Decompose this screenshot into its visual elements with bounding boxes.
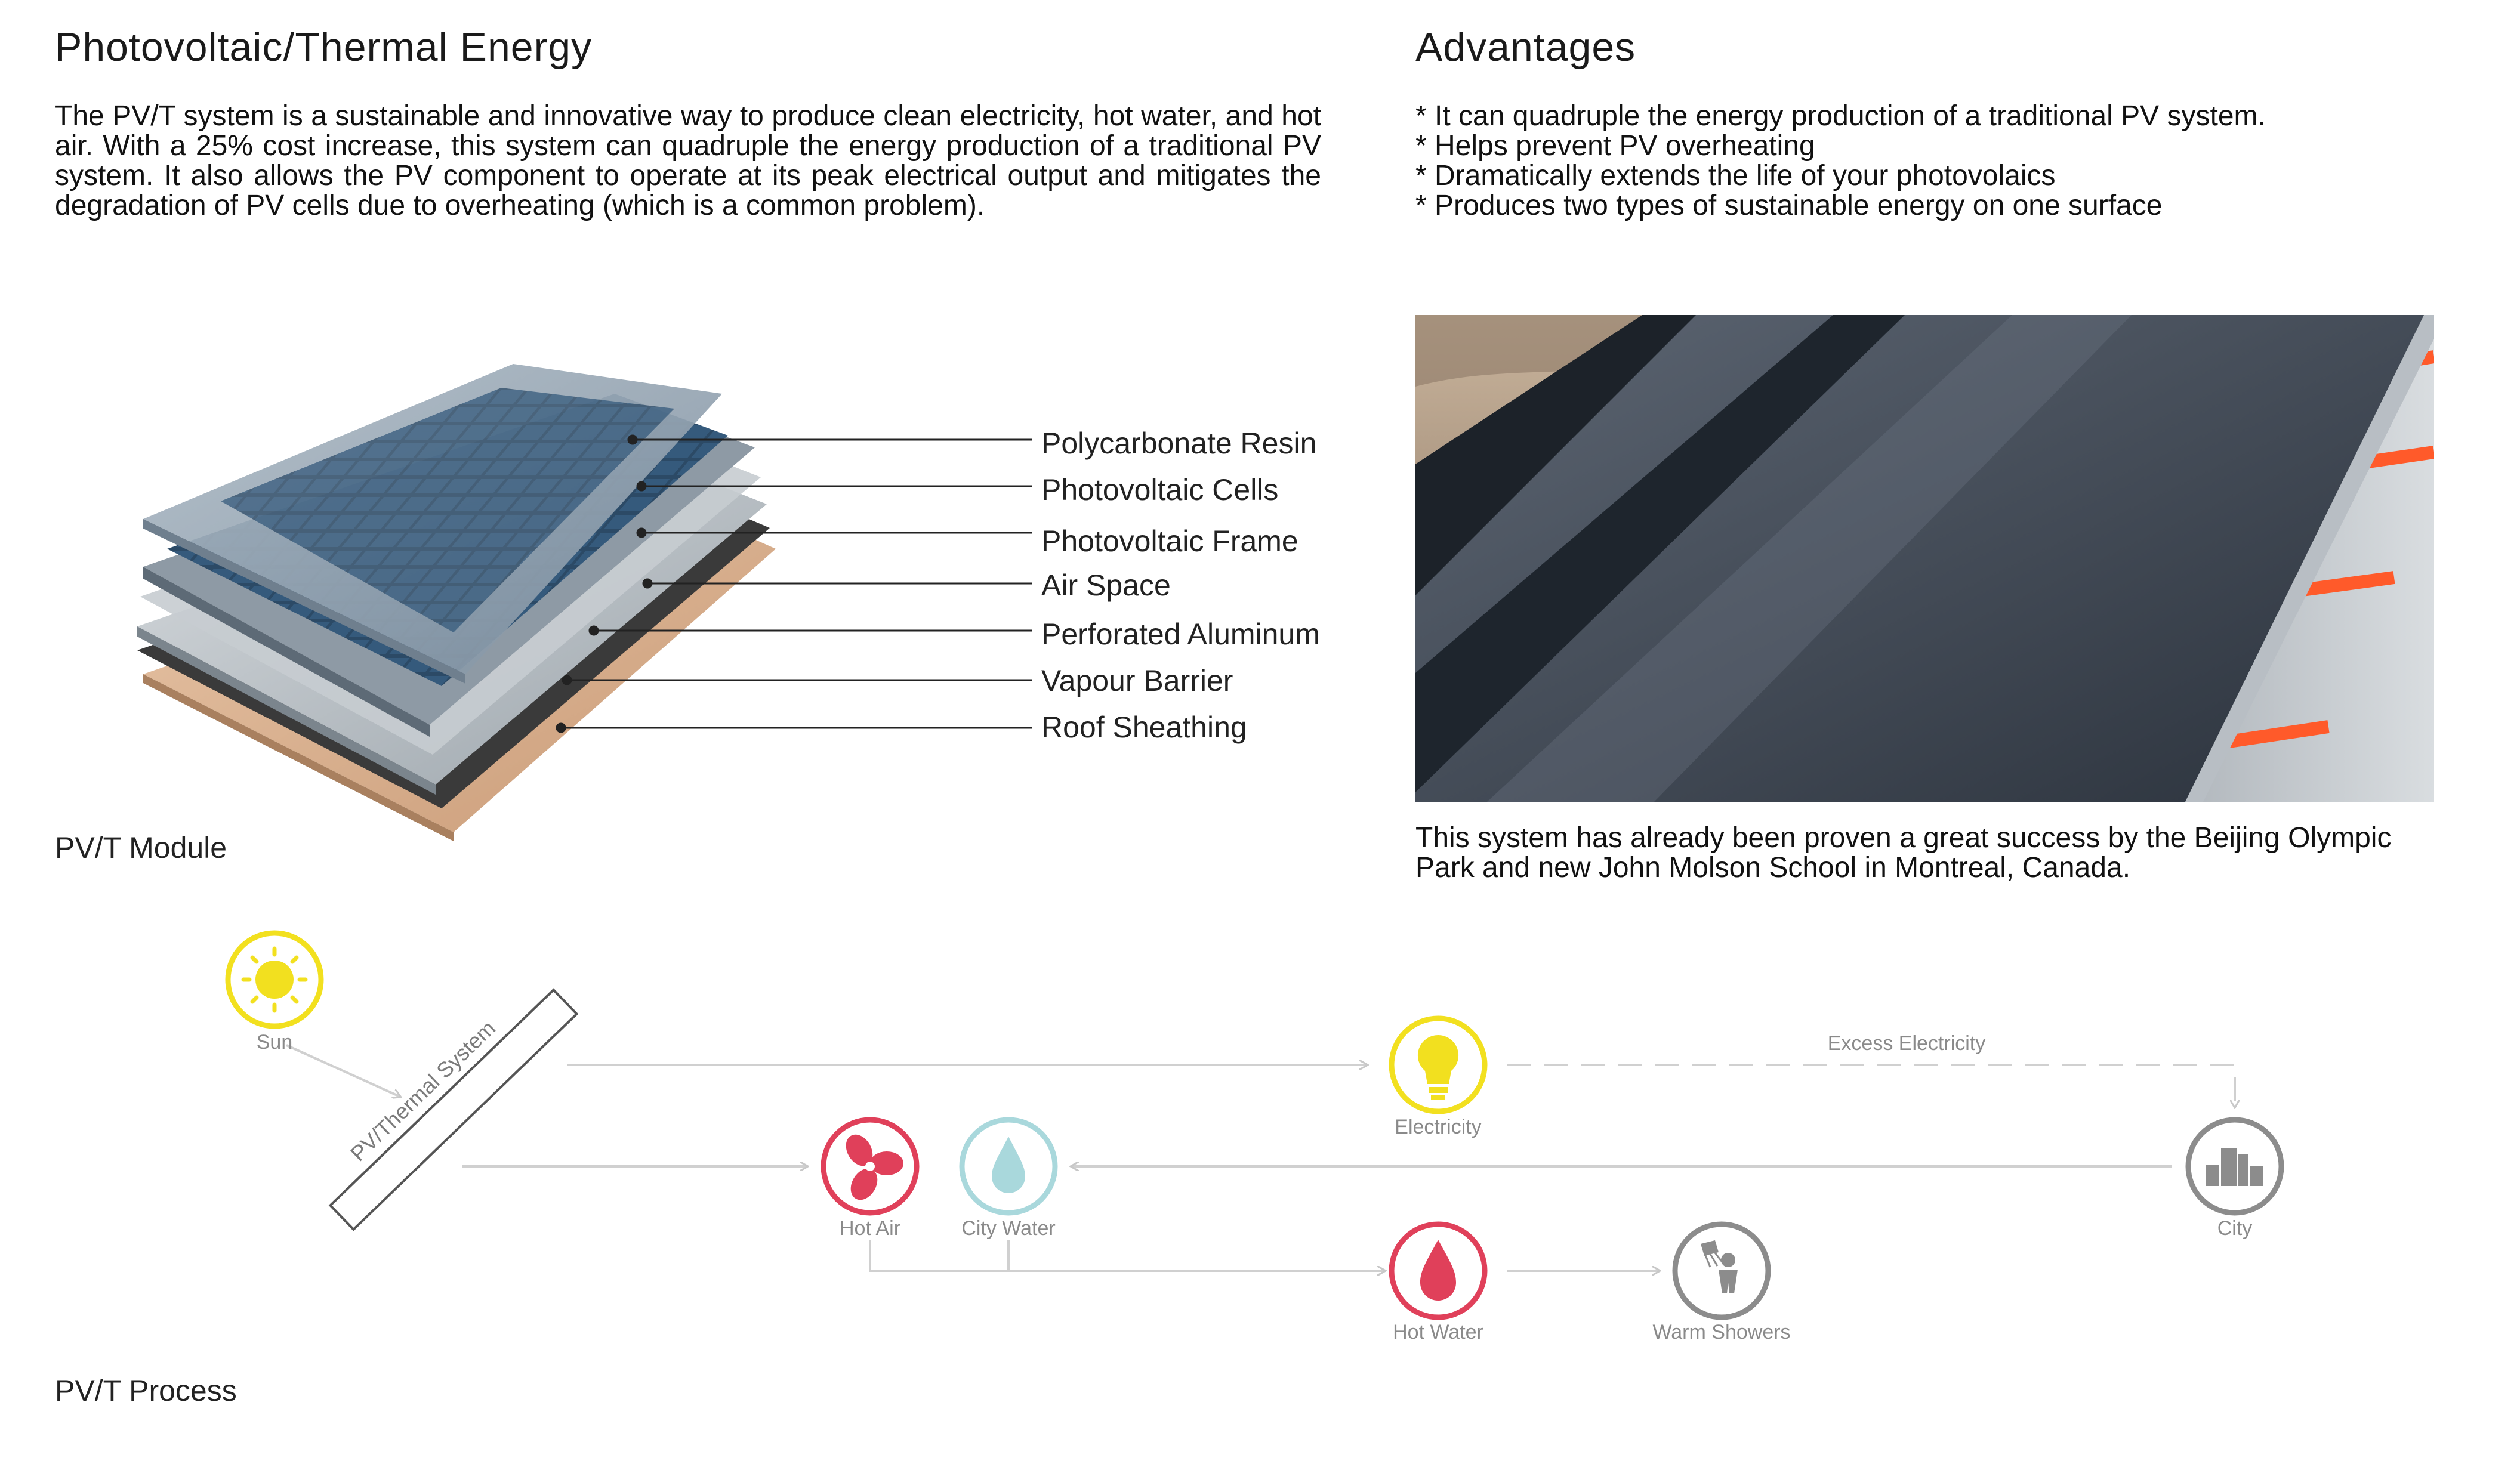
advantage-item: * Helps prevent PV overheating xyxy=(1415,131,2490,161)
sun-ray xyxy=(292,958,297,962)
city-node xyxy=(2188,1120,2281,1213)
process-caption: PV/T Process xyxy=(55,1374,237,1407)
leader-dot xyxy=(643,579,652,588)
hot-air-node xyxy=(823,1120,917,1213)
layer-label: Photovoltaic Cells xyxy=(1041,473,1279,507)
advantage-item: * Produces two types of sustainable energy on one surface xyxy=(1415,191,2490,221)
city-water-label: City Water xyxy=(961,1217,1056,1240)
warm-showers-label: Warm Showers xyxy=(1652,1321,1791,1344)
advantage-item: * It can quadruple the energy production of a traditional PV system. xyxy=(1415,101,2490,131)
advantages-list xyxy=(1415,101,2490,221)
page-title: Photovoltaic/Thermal Energy xyxy=(55,24,593,70)
fan-blade xyxy=(870,1151,903,1175)
building xyxy=(2238,1154,2248,1186)
leader-dot xyxy=(590,626,598,635)
sun-to-system-arrow xyxy=(286,1045,400,1097)
leader-dot xyxy=(557,724,565,732)
sun-ray xyxy=(292,998,297,1002)
sun-icon xyxy=(255,961,294,999)
photo-caption: This system has already been proven a great success by the Beijing Olympic Park and new John Molson School in Montreal, Canada. xyxy=(1415,822,2392,884)
fan-hub xyxy=(865,1162,875,1171)
layer-label: Polycarbonate Resin xyxy=(1041,427,1317,460)
pv-thermal-system-panel xyxy=(309,968,576,1230)
shower-person-head xyxy=(1721,1253,1735,1267)
hot-air-label: Hot Air xyxy=(839,1217,901,1240)
pv-system-label: PV/Thermal System xyxy=(346,1015,500,1166)
excess-electricity-connector xyxy=(1507,1065,2235,1107)
hot-water-node xyxy=(1392,1224,1485,1317)
warm-showers-node xyxy=(1675,1224,1768,1317)
layer-label: Perforated Aluminum xyxy=(1041,617,1320,651)
layer-leader-lines xyxy=(0,0,1074,776)
hot-air-to-hot-water-connector xyxy=(870,1240,1384,1271)
city-water-node xyxy=(962,1120,1055,1213)
advantage-item: * Dramatically extends the life of your photovolaics xyxy=(1415,161,2490,191)
layer-label: Photovoltaic Frame xyxy=(1041,524,1298,558)
pv-system-rect xyxy=(331,990,577,1230)
layer-label: Vapour Barrier xyxy=(1041,664,1233,697)
building xyxy=(2206,1165,2219,1186)
sun-ray xyxy=(252,998,257,1002)
leader-dot xyxy=(563,676,571,684)
hot-water-label: Hot Water xyxy=(1393,1321,1483,1344)
sun-node xyxy=(228,933,321,1026)
advantages-title: Advantages xyxy=(1415,24,1636,70)
electricity-node xyxy=(1392,1018,1485,1111)
layer-label: Roof Sheathing xyxy=(1041,711,1247,744)
pvt-process-diagram xyxy=(0,919,2520,1408)
module-caption: PV/T Module xyxy=(55,831,227,864)
lightbulb-base xyxy=(1431,1095,1445,1100)
intro-paragraph: The PV/T system is a sustainable and innovative way to produce clean electricity, hot water, and hot air. With a 25% cost increase, this system can quadruple the energy production of a traditional PV system. It also allows the PV component to operate at its peak electrical output and mitigates the degradation of PV cells due to overheating (which is a common problem). xyxy=(55,100,1321,221)
city-label: City xyxy=(2217,1217,2253,1240)
building xyxy=(2250,1166,2263,1186)
excess-electricity-label: Excess Electricity xyxy=(1827,1032,1986,1055)
sun-ray xyxy=(252,958,257,962)
leader-dot xyxy=(637,529,646,537)
sun-label: Sun xyxy=(256,1031,293,1054)
building xyxy=(2221,1148,2237,1186)
leader-dot xyxy=(628,436,637,444)
leader-dot xyxy=(637,482,646,490)
electricity-label: Electricity xyxy=(1395,1116,1482,1138)
pvt-roof-photo xyxy=(1415,315,2434,802)
lightbulb-base xyxy=(1429,1087,1448,1093)
layer-label: Air Space xyxy=(1041,569,1171,602)
